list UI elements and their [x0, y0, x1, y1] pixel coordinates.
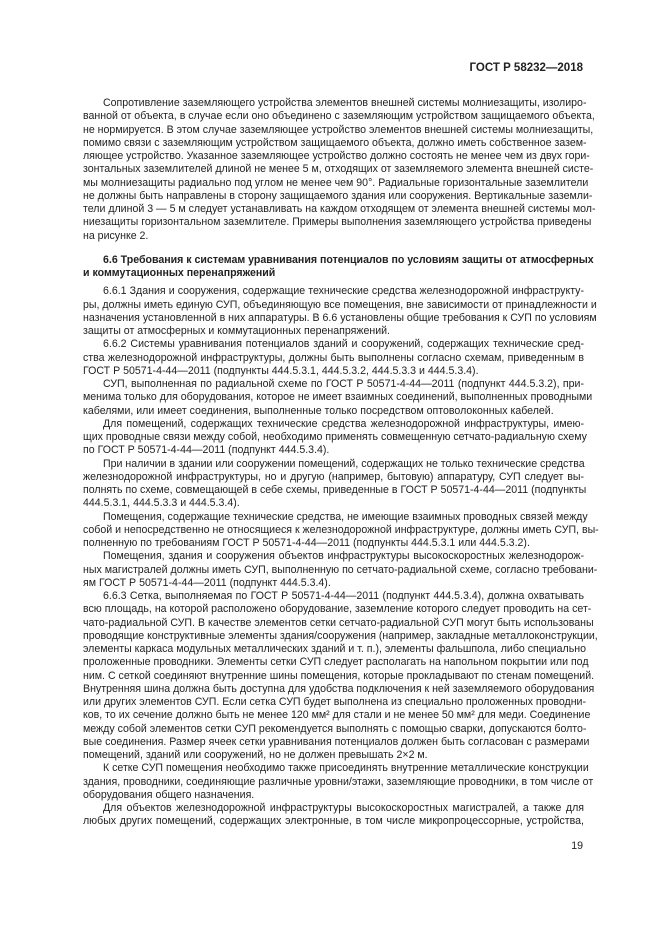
text-line: ства железнодорожной инфраструктуры, должны быть выполнены согласно схемам, приведенным в [83, 351, 584, 364]
text-line: назначения установленной в них аппаратуры. В 6.6 установлены общие требования к СУП по условиям [83, 311, 597, 324]
paragraph [83, 510, 599, 551]
paragraph [83, 417, 587, 458]
paragraph [83, 97, 596, 243]
text-line: всю площадь, на которой расположено оборудование, заземление которого следует проводить на сет- [83, 603, 592, 616]
text-line: ры, должны иметь единую СУП, объединяющую все помещения, вне зависимости от принадлежности и [83, 298, 597, 311]
text-line: 6.6.2 Системы уравнивания потенциалов зданий и сооружений, содержащих технические сред- [103, 338, 584, 351]
text-line: Для помещений, содержащих технические средства железнодорожной инфраструктуры, имею- [103, 417, 584, 430]
text-line: элементы каркаса модульных металлических зданий и т. п.), элементы фальшпола, либо специально [83, 643, 586, 655]
text-line: мы молниезащиты радиально под углом не менее чем 90°. Радиальные горизонтальные заземлители [83, 176, 589, 189]
paragraph [83, 285, 597, 338]
text-line: Внутренняя шина должна быть доступна для удобства подключения к ней заземляемого оборудования [83, 682, 595, 695]
paragraph [83, 457, 587, 511]
text-line: СУП, выполненная по радиальной схеме по ГОСТ Р 50571-4-44—2011 (подпункт 444.5.3.2), при- [103, 378, 584, 390]
text-line: При наличии в здании или сооружении помещений, содержащих не только технические средства [103, 457, 585, 470]
text-line: помимо связи с заземляющим устройством защищаемого объекта, должно иметь собственное зазем- [83, 136, 587, 149]
text-line: помещений, зданий или сооружений, но не должен превышать 2×2 м. [83, 749, 428, 761]
text-line: ков, то их сечение должно быть не менее 120 мм² для стали и не менее 50 мм² для меди. Соединение [83, 709, 591, 722]
text-line: Для объектов железнодорожной инфраструктуры высокоскоростных магистралей, а также для [103, 802, 584, 814]
text-line: кабелями, или имеет соединения, выполненные только посредством оптоволоконных кабелей. [83, 404, 554, 417]
text-line: ям ГОСТ Р 50571-4-44—2011 (подпункт 444.5.3.4). [83, 576, 331, 589]
section-heading [83, 253, 594, 281]
paragraph [83, 378, 593, 418]
page-number: 19 [571, 840, 583, 852]
text-line: любых других помещений, содержащих электронные, в том числе микропроцессорные, устройства, [83, 815, 584, 828]
text-line: проводящие конструктивные элементы здания/сооружения (например, закладные металлоконструкции, [83, 629, 598, 642]
text-line: Помещения, здания и сооружения объектов инфраструктуры высокоскоростных железнодорож- [103, 550, 584, 563]
text-line: менима только для оборудования, которое не имеет взаимных соединений, выполненных проводными [83, 391, 593, 404]
text-line: ниезащиты горизонтальном заземлителе. Примеры выполнения заземляющего устройства приведены [83, 216, 592, 229]
text-line: железнодорожной инфраструктуры, но и другую (например, бытовую) аппаратуру, СУП следует вы- [83, 470, 584, 483]
document-code-header: ГОСТ Р 58232—2018 [469, 62, 583, 74]
text-line: или других элементов СУП. Если сетка СУП будет выполнена из специально проложенных проводни- [83, 696, 586, 708]
text-line: 6.6.1 Здания и сооружения, содержащие технические средства железнодорожной инфраструкту- [103, 285, 584, 298]
text-line: чато-радиальной СУП. В качестве элементов сетки сетчато-радиальной СУП могут быть использованы [83, 616, 594, 629]
text-line: и коммутационных перенапряжений [83, 267, 276, 279]
text-line: ГОСТ Р 50571-4-44—2011 (подпункты 444.5.3.1, 444.5.3.2, 444.5.3.3 и 444.5.3.4). [83, 364, 479, 377]
paragraph [83, 338, 584, 378]
text-line: на рисунке 2. [83, 229, 149, 242]
document-body [83, 97, 599, 829]
text-line: ляющее устройство. Указанное заземляющее устройство должно состоять не менее чем из двух гори- [83, 150, 590, 162]
text-line: 6.6 Требования к системам уравнивания потенциалов по условиям защиты от атмосферных [103, 253, 594, 266]
text-line: 444.5.3.1, 444.5.3.3 и 444.5.3.4). [83, 497, 240, 510]
text-line: тели длиной 3 — 5 м следует устанавливать на каждом отходящем от элемента внешней системы мол- [83, 203, 596, 215]
text-line: не нормируется. В этом случае заземляющее устройство элементов внешней системы молниезащиты, [83, 123, 594, 136]
text-line: проложенные проводники. Элементы сетки СУП следует располагать на напольном покрытии или под [83, 656, 589, 669]
text-line: оборудования общего назначения. [83, 788, 255, 801]
paragraph [83, 590, 598, 762]
text-line: между собой элементов сетки СУП рекомендуется выполнять с помощью сварки, допускаются болто- [83, 722, 587, 735]
paragraph [83, 550, 598, 590]
text-line: полнять по схеме, совмещающей в себе схемы, приведенные в ГОСТ Р 50571-4-44—2011 (подпункты [83, 484, 587, 496]
text-line: защиты от атмосферных и коммутационных перенапряжений. [83, 325, 390, 337]
text-line: собой и непосредственно не относящиеся к железнодорожной инфраструктуре, должны иметь СУП, вы- [83, 523, 599, 536]
text-line: Сопротивление заземляющего устройства элементов внешней системы молниезащиты, изолиро- [103, 97, 587, 109]
text-line: К сетке СУП помещения необходимо также присоединять внутренние металлические конструкции [103, 762, 589, 775]
paragraph [83, 802, 584, 829]
text-line: 6.6.3 Сетка, выполняемая по ГОСТ Р 50571-4-44—2011 (подпункт 444.5.3.4), должна охватывать [103, 590, 584, 602]
text-line: зонтальных заземлителей длиной не менее 5 м, отходящих от заземляемого элемента внешней систе- [83, 163, 594, 176]
text-line: Помещения, содержащие технические средства, не имеющие взаимных проводных связей между [103, 510, 588, 523]
text-line: не должны быть направлены в сторону защищаемого здания или сооружения. Вертикальные заземли- [83, 189, 593, 202]
text-line: полненную по требованиям ГОСТ Р 50571-4-44—2011 (подпункты 444.5.3.1 или 444.5.3.2). [83, 537, 530, 549]
text-line: ных магистралей должны иметь СУП, выполненную по сетчато-радиальной схеме, согласно требовани- [83, 563, 598, 576]
paragraph [83, 762, 594, 802]
text-line: ним. С сеткой соединяют внутренние шины помещения, которые прокладывают по стенам помещений. [83, 669, 595, 682]
text-line: здания, проводники, соединяющие различные уровни/этажи, заземляющие проводники, в том числе от [83, 775, 594, 788]
text-line: ванной от объекта, в случае если оно объединено с заземляющим устройством защищаемого объекта, [83, 110, 595, 123]
text-line: вые соединения. Размер ячеек сетки уравнивания потенциалов должен быть согласован с размерами [83, 735, 590, 748]
text-line: по ГОСТ Р 50571-4-44—2011 (подпункт 444.5.3.4). [83, 444, 330, 457]
text-line: щих проводные связи между собой, необходимо применять совмещенную сетчато-радиальную схему [83, 431, 587, 443]
